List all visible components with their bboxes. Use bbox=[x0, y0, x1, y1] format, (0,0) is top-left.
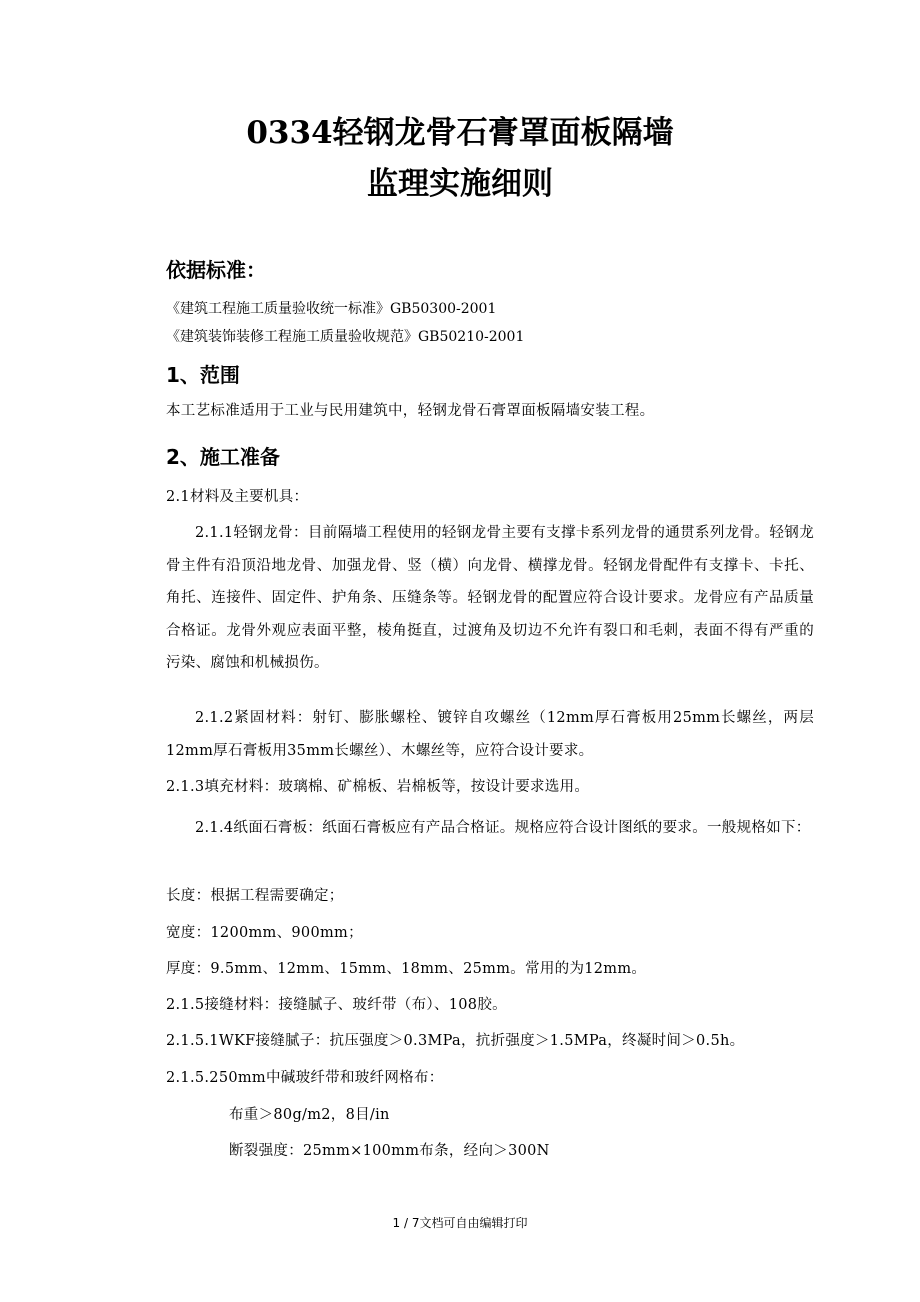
basis-heading: 依据标准： bbox=[166, 258, 266, 282]
paragraph-2-1-5: 2.1.5接缝材料：接缝腻子、玻纤带（布）、108胶。 bbox=[166, 997, 507, 1013]
spec-cloth-weight: 布重＞80g/m2，8目/in bbox=[229, 1107, 390, 1123]
paragraph-2-1-2: 2.1.2紧固材料：射钉、膨胀螺栓、镀锌自攻螺丝（12mm厚石膏板用25mm长螺丝，两层12mm厚石膏板用35mm长螺丝）、木螺丝等，应符合设计要求。 bbox=[166, 710, 814, 759]
paragraph-2-1-5-2: 2.1.5.250mm中碱玻纤带和玻纤网格布： bbox=[166, 1070, 444, 1086]
page-footer: 1 / 7文档可自由编辑打印 bbox=[392, 1216, 528, 1230]
subsection-2-1: 2.1材料及主要机具： bbox=[166, 489, 309, 505]
document-title-line-2: 监理实施细则 bbox=[367, 166, 553, 202]
spec-break-strength: 断裂强度：25mm×100mm布条，经向＞300N bbox=[229, 1143, 550, 1159]
section-1-heading: 1、范围 bbox=[166, 363, 240, 387]
spec-thickness: 厚度：9.5mm、12mm、15mm、18mm、25mm。常用的为12mm。 bbox=[166, 961, 647, 977]
spec-length: 长度：根据工程需要确定； bbox=[166, 888, 344, 904]
paragraph-2-1-4: 2.1.4纸面石膏板：纸面石膏板应有产品合格证。规格应符合设计图纸的要求。一般规格如下： bbox=[195, 820, 811, 836]
paragraph-2-1-3: 2.1.3填充材料：玻璃棉、矿棉板、岩棉板等，按设计要求选用。 bbox=[166, 779, 590, 795]
section-1-text: 本工艺标准适用于工业与民用建筑中，轻钢龙骨石膏罩面板隔墙安装工程。 bbox=[166, 403, 655, 419]
section-2-heading: 2、施工准备 bbox=[166, 445, 280, 469]
spec-width: 宽度：1200mm、900mm； bbox=[166, 925, 363, 941]
paragraph-2-1-1: 2.1.1轻钢龙骨：目前隔墙工程使用的轻钢龙骨主要有支撑卡系列龙骨的通贯系列龙骨。轻钢龙骨主件有沿顶沿地龙骨、加强龙骨、竖（横）向龙骨、横撑龙骨。轻钢龙骨配件有支撑卡、卡托、角托、连接件、固定件、护角条、压缝条等。轻钢龙骨的配置应符合设计要求。龙骨应有产品质量合格证。龙骨外观应表面平整，棱角挺直，过渡角及切边不允许有裂口和毛刺，表面不得有严重的污染、腐蚀和机械损伤。 bbox=[166, 525, 814, 671]
paragraph-2-1-5-1: 2.1.5.1WKF接缝腻子：抗压强度＞0.3MPa，抗折强度＞1.5MPa，终凝时间＞0.5h。 bbox=[166, 1033, 745, 1049]
standard-item: 《建筑工程施工质量验收统一标准》GB50300-2001 bbox=[166, 301, 497, 317]
standard-item: 《建筑装饰装修工程施工质量验收规范》GB50210-2001 bbox=[166, 329, 525, 345]
document-title-line-1: 0334轻钢龙骨石膏罩面板隔墙 bbox=[246, 115, 674, 151]
